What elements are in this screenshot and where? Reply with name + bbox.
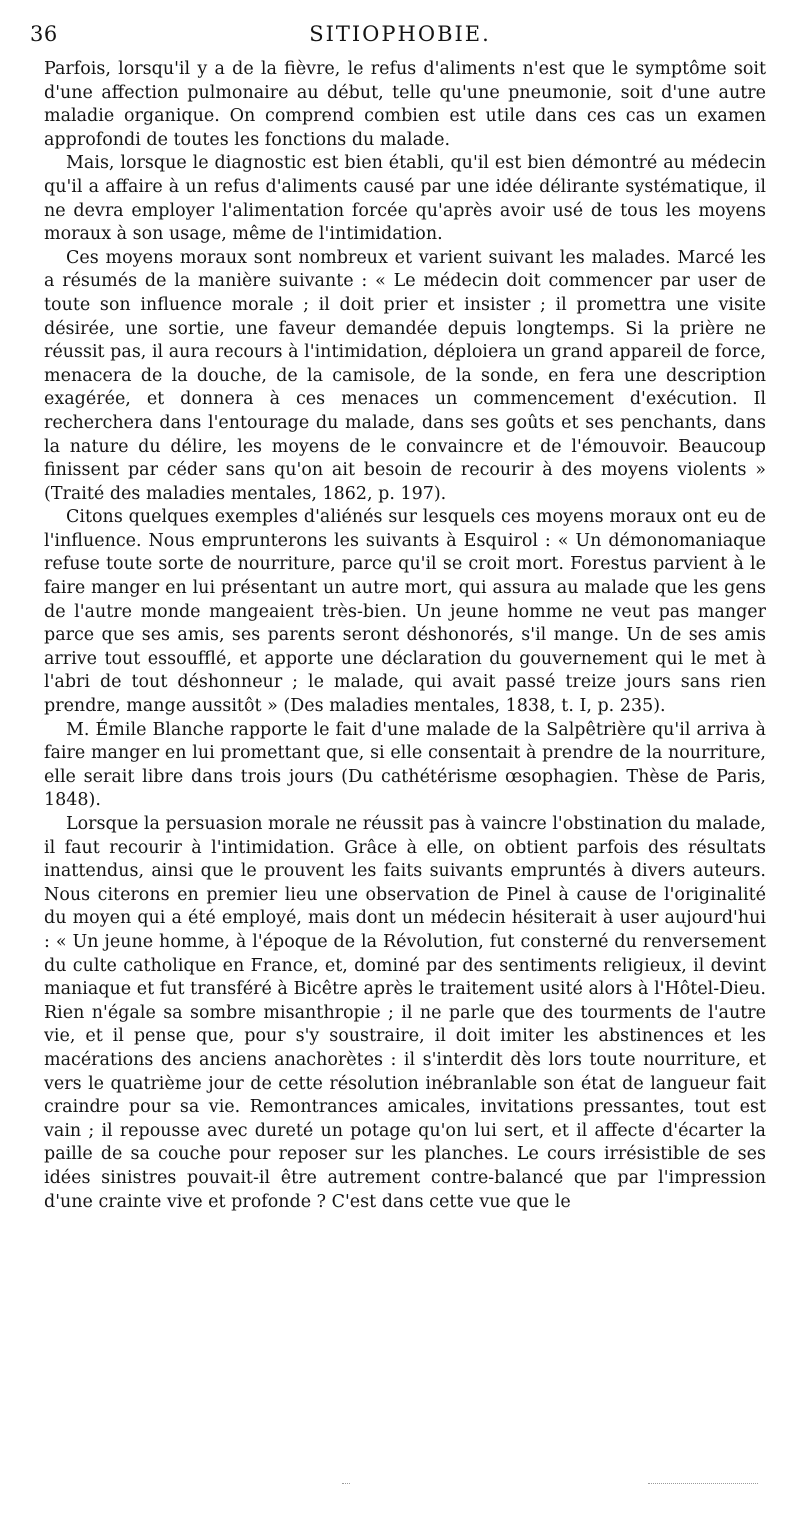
- footer-mark: [342, 1483, 350, 1484]
- footer-mark: [648, 1483, 758, 1484]
- paragraph: Lorsque la persuasion morale ne réussit pas à vaincre l'obstination du malade, il faut recourir à l'intimidation. Grâce à elle, on obtient parfois des résultats inattendus, ainsi que le prouvent les faits suivants empruntés à divers auteurs. Nous citerons en premier lieu une observation de Pinel à cause de l'originalité du moyen qui a été employé, mais dont un médecin hésiterait à user aujourd'hui : « Un jeune homme, à l'époque de la Révolution, fut consterné du renversement du culte catholique en France, et, dominé par des sentiments religieux, il devint maniaque et fut transféré à Bicêtre après le traitement usité alors à l'Hôtel-Dieu. Rien n'égale sa sombre misanthropie ; il ne parle que des tourments de l'autre vie, et il pense que, pour s'y soustraire, il doit imiter les abstinences et les macérations des anciens anachorètes : il s'interdit dès lors toute nourriture, et vers le quatrième jour de cette résolution inébranlable son état de langueur fait craindre pour sa vie. Remontrances amicales, invitations pressantes, tout est vain ; il repousse avec dureté un potage qu'on lui sert, et il affecte d'écarter la paille de sa couche pour reposer sur les planches. Le cours irrésistible de ses idées sinistres pouvait-il être autrement contre-balancé que par l'impression d'une crainte vive et profonde ? C'est dans cette vue que le: [44, 814, 766, 1212]
- paragraph: Mais, lorsque le diagnostic est bien établi, qu'il est bien démontré au médecin qu'il a affaire à un refus d'aliments causé par une idée délirante systématique, il ne devra employer l'alimentation forcée qu'après avoir usé de tous les moyens moraux à son usage, même de l'intimidation.: [44, 153, 766, 245]
- body-text: [44, 58, 766, 1214]
- paragraph: Citons quelques exemples d'aliénés sur lesquels ces moyens moraux ont eu de l'influence. Nous emprunterons les suivants à Esquirol : « Un démonomaniaque refuse toute sorte de nourriture, parce qu'il se croit mort. Forestus parvient à le faire manger en lui présentant un autre mort, qui assura au malade que les gens de l'autre monde mangeaient très-bien. Un jeune homme ne veut pas manger parce que ses amis, ses parents seront déshonorés, s'il mange. Un de ses amis arrive tout essoufflé, et apporte une déclaration du gouvernement qui le met à l'abri de tout déshonneur ; le malade, qui avait passé treize jours sans rien prendre, mange aussitôt » (Des maladies mentales, 1838, t. I, p. 235).: [44, 507, 766, 717]
- page-header: [30, 22, 770, 52]
- page-number: 36: [30, 22, 58, 46]
- paragraph: M. Émile Blanche rapporte le fait d'une malade de la Salpêtrière qu'il arriva à faire manger en lui promettant que, si elle consentait à prendre de la nourriture, elle serait libre dans trois jours (Du cathétérisme œsophagien. Thèse de Paris, 1848).: [44, 719, 766, 811]
- paragraph: Ces moyens moraux sont nombreux et varient suivant les malades. Marcé les a résumés de la manière suivante : « Le médecin doit commencer par user de toute son influence morale ; il doit prier et insister ; il promettra une visite désirée, une sortie, une faveur demandée depuis longtemps. Si la prière ne réussit pas, il aura recours à l'intimidation, déploiera un grand appareil de force, menacera de la douche, de la camisole, de la sonde, en fera une description exagérée, et donnera à ces menaces un commencement d'exécution. Il recherchera dans l'entourage du malade, dans ses goûts et ses penchants, dans la nature du délire, les moyens de le convaincre et de l'émouvoir. Beaucoup finissent par céder sans qu'on ait besoin de recourir à des moyens violents » (Traité des maladies mentales, 1862, p. 197).: [44, 247, 766, 504]
- running-title: SITIOPHOBIE.: [309, 22, 491, 46]
- paragraph: Parfois, lorsqu'il y a de la fièvre, le refus d'aliments n'est que le symptôme soit d'une affection pulmonaire au début, telle qu'une pneumonie, soit d'une autre maladie organique. On comprend combien est utile dans ces cas un examen approfondi de toutes les fonctions du malade.: [44, 59, 766, 150]
